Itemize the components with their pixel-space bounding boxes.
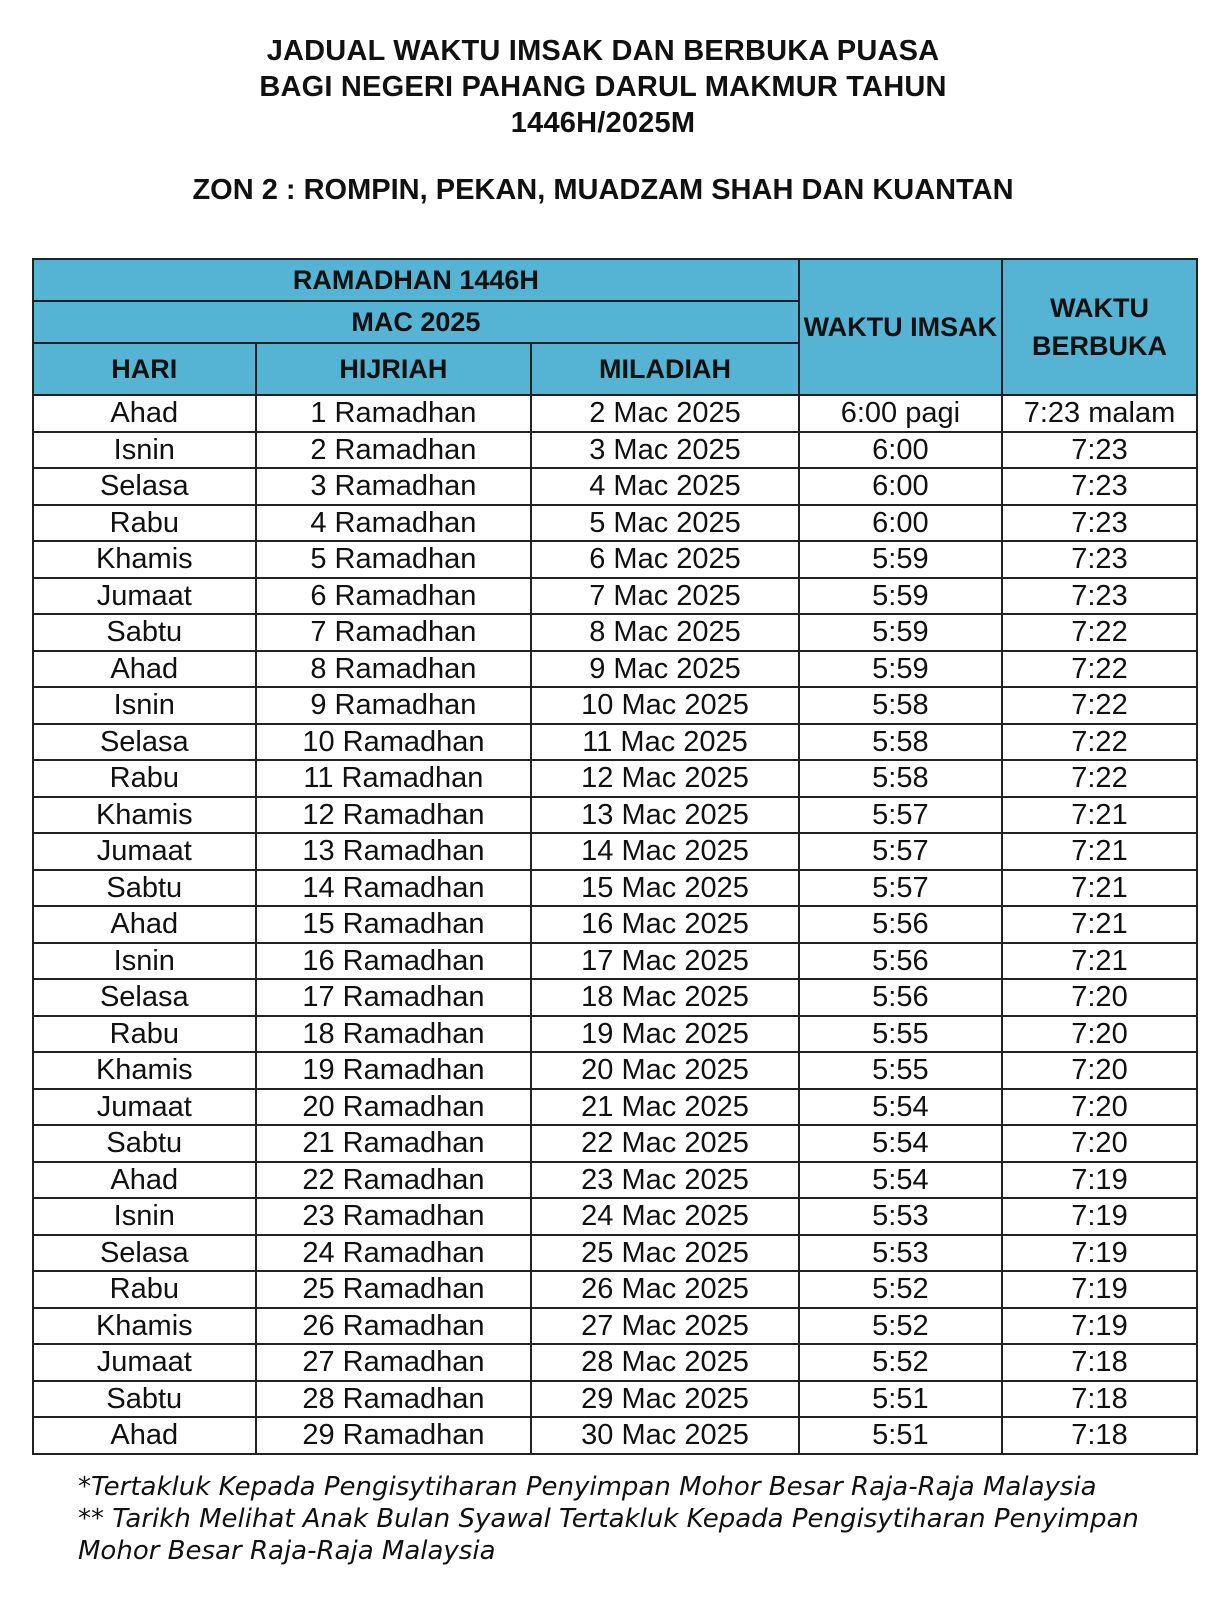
table-row: [33, 1125, 1197, 1162]
footnotes: [78, 1471, 1198, 1567]
imsak-cell: 5:58: [799, 687, 1002, 724]
table-row: [33, 1417, 1197, 1454]
hijriah-cell: 8 Ramadhan: [256, 651, 532, 688]
hijriah-cell: 20 Ramadhan: [256, 1089, 532, 1126]
hari-cell: Rabu: [33, 760, 256, 797]
imsak-cell: 5:52: [799, 1344, 1002, 1381]
miladiah-cell: 22 Mac 2025: [531, 1125, 799, 1162]
table-row: [33, 979, 1197, 1016]
imsak-cell: 6:00 pagi: [799, 395, 1002, 432]
imsak-cell: 5:54: [799, 1125, 1002, 1162]
title-line-2: BAGI NEGERI PAHANG DARUL MAKMUR TAHUN: [259, 71, 947, 103]
berbuka-cell: 7:19: [1002, 1198, 1197, 1235]
waktu-berbuka-header: WAKTU BERBUKA: [1002, 259, 1197, 395]
imsak-cell: 5:57: [799, 870, 1002, 907]
miladiah-cell: 12 Mac 2025: [531, 760, 799, 797]
table-row: [33, 943, 1197, 980]
hari-cell: Sabtu: [33, 1125, 256, 1162]
imsak-cell: 5:56: [799, 943, 1002, 980]
hijriah-cell: 13 Ramadhan: [256, 833, 532, 870]
hijriah-header: HIJRIAH: [256, 343, 532, 395]
ramadhan-band-header: RAMADHAN 1446H: [33, 259, 799, 301]
table-row: [33, 1162, 1197, 1199]
hari-cell: Isnin: [33, 943, 256, 980]
berbuka-cell: 7:23: [1002, 432, 1197, 469]
berbuka-cell: 7:20: [1002, 1125, 1197, 1162]
miladiah-cell: 4 Mac 2025: [531, 468, 799, 505]
berbuka-cell: 7:18: [1002, 1381, 1197, 1418]
imsak-cell: 5:56: [799, 979, 1002, 1016]
table-row: [33, 687, 1197, 724]
miladiah-cell: 27 Mac 2025: [531, 1308, 799, 1345]
table-row: [33, 1308, 1197, 1345]
waktu-imsak-header: WAKTU IMSAK: [799, 259, 1002, 395]
miladiah-cell: 23 Mac 2025: [531, 1162, 799, 1199]
berbuka-cell: 7:19: [1002, 1308, 1197, 1345]
hijriah-cell: 5 Ramadhan: [256, 541, 532, 578]
imsak-cell: 5:58: [799, 724, 1002, 761]
hari-cell: Sabtu: [33, 1381, 256, 1418]
hari-cell: Jumaat: [33, 578, 256, 615]
hijriah-cell: 27 Ramadhan: [256, 1344, 532, 1381]
hijriah-cell: 16 Ramadhan: [256, 943, 532, 980]
imsak-cell: 5:57: [799, 833, 1002, 870]
miladiah-cell: 13 Mac 2025: [531, 797, 799, 834]
hari-cell: Ahad: [33, 1417, 256, 1454]
miladiah-cell: 25 Mac 2025: [531, 1235, 799, 1272]
hijriah-cell: 25 Ramadhan: [256, 1271, 532, 1308]
hari-cell: Selasa: [33, 979, 256, 1016]
miladiah-cell: 20 Mac 2025: [531, 1052, 799, 1089]
hijriah-cell: 7 Ramadhan: [256, 614, 532, 651]
hijriah-cell: 28 Ramadhan: [256, 1381, 532, 1418]
berbuka-cell: 7:21: [1002, 906, 1197, 943]
table-row: [33, 578, 1197, 615]
berbuka-cell: 7:23: [1002, 541, 1197, 578]
imsak-cell: 6:00: [799, 468, 1002, 505]
miladiah-cell: 3 Mac 2025: [531, 432, 799, 469]
berbuka-cell: 7:23 malam: [1002, 395, 1197, 432]
miladiah-cell: 16 Mac 2025: [531, 906, 799, 943]
imsak-cell: 5:52: [799, 1308, 1002, 1345]
table-row: [33, 760, 1197, 797]
hijriah-cell: 22 Ramadhan: [256, 1162, 532, 1199]
hijriah-cell: 23 Ramadhan: [256, 1198, 532, 1235]
table-row: [33, 1089, 1197, 1126]
berbuka-cell: 7:21: [1002, 797, 1197, 834]
berbuka-cell: 7:20: [1002, 1052, 1197, 1089]
berbuka-cell: 7:21: [1002, 943, 1197, 980]
hari-cell: Khamis: [33, 797, 256, 834]
imsak-cell: 5:54: [799, 1089, 1002, 1126]
hari-cell: Ahad: [33, 1162, 256, 1199]
hari-cell: Jumaat: [33, 1089, 256, 1126]
miladiah-header: MILADIAH: [531, 343, 799, 395]
hari-cell: Khamis: [33, 1308, 256, 1345]
miladiah-cell: 11 Mac 2025: [531, 724, 799, 761]
imsak-cell: 5:58: [799, 760, 1002, 797]
hari-cell: Khamis: [33, 1052, 256, 1089]
table-row: [33, 797, 1197, 834]
hari-cell: Rabu: [33, 1016, 256, 1053]
berbuka-cell: 7:18: [1002, 1417, 1197, 1454]
hari-cell: Isnin: [33, 687, 256, 724]
miladiah-cell: 29 Mac 2025: [531, 1381, 799, 1418]
hari-cell: Jumaat: [33, 833, 256, 870]
hijriah-cell: 12 Ramadhan: [256, 797, 532, 834]
hari-cell: Rabu: [33, 505, 256, 542]
berbuka-cell: 7:18: [1002, 1344, 1197, 1381]
table-row: [33, 1271, 1197, 1308]
imsak-cell: 5:59: [799, 651, 1002, 688]
berbuka-cell: 7:23: [1002, 468, 1197, 505]
hijriah-cell: 15 Ramadhan: [256, 906, 532, 943]
table-row: [33, 505, 1197, 542]
miladiah-cell: 9 Mac 2025: [531, 651, 799, 688]
berbuka-cell: 7:20: [1002, 1016, 1197, 1053]
berbuka-cell: 7:20: [1002, 1089, 1197, 1126]
berbuka-cell: 7:19: [1002, 1271, 1197, 1308]
table-row: [33, 651, 1197, 688]
hijriah-cell: 18 Ramadhan: [256, 1016, 532, 1053]
imsak-cell: 5:59: [799, 614, 1002, 651]
imsak-cell: 5:52: [799, 1271, 1002, 1308]
hari-cell: Ahad: [33, 651, 256, 688]
hijriah-cell: 1 Ramadhan: [256, 395, 532, 432]
imsak-cell: 6:00: [799, 432, 1002, 469]
imsak-cell: 5:55: [799, 1052, 1002, 1089]
miladiah-cell: 14 Mac 2025: [531, 833, 799, 870]
table-row: [33, 906, 1197, 943]
hari-cell: Khamis: [33, 541, 256, 578]
imsak-cell: 5:51: [799, 1381, 1002, 1418]
hijriah-cell: 4 Ramadhan: [256, 505, 532, 542]
table-row: [33, 395, 1197, 432]
imsak-cell: 5:53: [799, 1235, 1002, 1272]
miladiah-cell: 2 Mac 2025: [531, 395, 799, 432]
berbuka-cell: 7:22: [1002, 724, 1197, 761]
schedule-table: [32, 258, 1198, 1455]
hijriah-cell: 3 Ramadhan: [256, 468, 532, 505]
miladiah-cell: 28 Mac 2025: [531, 1344, 799, 1381]
imsak-cell: 5:53: [799, 1198, 1002, 1235]
table-row: [33, 1052, 1197, 1089]
miladiah-cell: 26 Mac 2025: [531, 1271, 799, 1308]
imsak-cell: 6:00: [799, 505, 1002, 542]
schedule-table-header: [33, 259, 1197, 395]
table-row: [33, 724, 1197, 761]
title-line-3: 1446H/2025M: [510, 107, 696, 139]
berbuka-cell: 7:22: [1002, 760, 1197, 797]
hari-cell: Selasa: [33, 468, 256, 505]
hijriah-cell: 6 Ramadhan: [256, 578, 532, 615]
table-row: [33, 833, 1197, 870]
table-row: [33, 1198, 1197, 1235]
imsak-cell: 5:51: [799, 1417, 1002, 1454]
table-row: [33, 1344, 1197, 1381]
miladiah-cell: 24 Mac 2025: [531, 1198, 799, 1235]
footnote-2: ** Tarikh Melihat Anak Bulan Syawal Tertakluk Kepada Pengisytiharan Penyimpan: [78, 1504, 1139, 1534]
miladiah-cell: 7 Mac 2025: [531, 578, 799, 615]
schedule-table-body: [33, 395, 1197, 1454]
hijriah-cell: 24 Ramadhan: [256, 1235, 532, 1272]
hijriah-cell: 10 Ramadhan: [256, 724, 532, 761]
miladiah-cell: 10 Mac 2025: [531, 687, 799, 724]
month-band-header: MAC 2025: [33, 301, 799, 343]
imsak-cell: 5:54: [799, 1162, 1002, 1199]
table-row: [33, 870, 1197, 907]
miladiah-cell: 21 Mac 2025: [531, 1089, 799, 1126]
berbuka-cell: 7:21: [1002, 870, 1197, 907]
miladiah-cell: 19 Mac 2025: [531, 1016, 799, 1053]
berbuka-cell: 7:20: [1002, 979, 1197, 1016]
hari-cell: Sabtu: [33, 870, 256, 907]
imsak-cell: 5:59: [799, 541, 1002, 578]
table-row: [33, 432, 1197, 469]
berbuka-cell: 7:19: [1002, 1235, 1197, 1272]
miladiah-cell: 17 Mac 2025: [531, 943, 799, 980]
hijriah-cell: 9 Ramadhan: [256, 687, 532, 724]
berbuka-cell: 7:23: [1002, 578, 1197, 615]
footnote-2-continued: Mohor Besar Raja-Raja Malaysia: [78, 1536, 496, 1566]
zone-heading: ZON 2 : ROMPIN, PEKAN, MUADZAM SHAH DAN KUANTAN: [192, 174, 1014, 206]
miladiah-cell: 8 Mac 2025: [531, 614, 799, 651]
berbuka-cell: 7:22: [1002, 614, 1197, 651]
table-row: [33, 1381, 1197, 1418]
hijriah-cell: 14 Ramadhan: [256, 870, 532, 907]
hari-cell: Isnin: [33, 432, 256, 469]
berbuka-cell: 7:21: [1002, 833, 1197, 870]
hijriah-cell: 29 Ramadhan: [256, 1417, 532, 1454]
miladiah-cell: 18 Mac 2025: [531, 979, 799, 1016]
table-row: [33, 1016, 1197, 1053]
hari-cell: Ahad: [33, 395, 256, 432]
imsak-cell: 5:56: [799, 906, 1002, 943]
berbuka-cell: 7:22: [1002, 651, 1197, 688]
hari-cell: Sabtu: [33, 614, 256, 651]
table-row: [33, 541, 1197, 578]
table-row: [33, 468, 1197, 505]
hari-cell: Selasa: [33, 1235, 256, 1272]
hijriah-cell: 19 Ramadhan: [256, 1052, 532, 1089]
hari-cell: Isnin: [33, 1198, 256, 1235]
imsak-cell: 5:59: [799, 578, 1002, 615]
hari-cell: Selasa: [33, 724, 256, 761]
hijriah-cell: 11 Ramadhan: [256, 760, 532, 797]
hijriah-cell: 26 Ramadhan: [256, 1308, 532, 1345]
imsak-cell: 5:55: [799, 1016, 1002, 1053]
miladiah-cell: 15 Mac 2025: [531, 870, 799, 907]
miladiah-cell: 6 Mac 2025: [531, 541, 799, 578]
miladiah-cell: 30 Mac 2025: [531, 1417, 799, 1454]
title-line-1: JADUAL WAKTU IMSAK DAN BERBUKA PUASA: [266, 35, 940, 67]
berbuka-cell: 7:19: [1002, 1162, 1197, 1199]
document-title: [0, 33, 1206, 141]
hijriah-cell: 21 Ramadhan: [256, 1125, 532, 1162]
berbuka-cell: 7:23: [1002, 505, 1197, 542]
footnote-1: *Tertakluk Kepada Pengisytiharan Penyimpan Mohor Besar Raja-Raja Malaysia: [78, 1472, 1097, 1502]
table-row: [33, 614, 1197, 651]
berbuka-cell: 7:22: [1002, 687, 1197, 724]
hari-header: HARI: [33, 343, 256, 395]
hari-cell: Ahad: [33, 906, 256, 943]
hijriah-cell: 2 Ramadhan: [256, 432, 532, 469]
table-row: [33, 1235, 1197, 1272]
hari-cell: Rabu: [33, 1271, 256, 1308]
miladiah-cell: 5 Mac 2025: [531, 505, 799, 542]
hari-cell: Jumaat: [33, 1344, 256, 1381]
hijriah-cell: 17 Ramadhan: [256, 979, 532, 1016]
imsak-cell: 5:57: [799, 797, 1002, 834]
